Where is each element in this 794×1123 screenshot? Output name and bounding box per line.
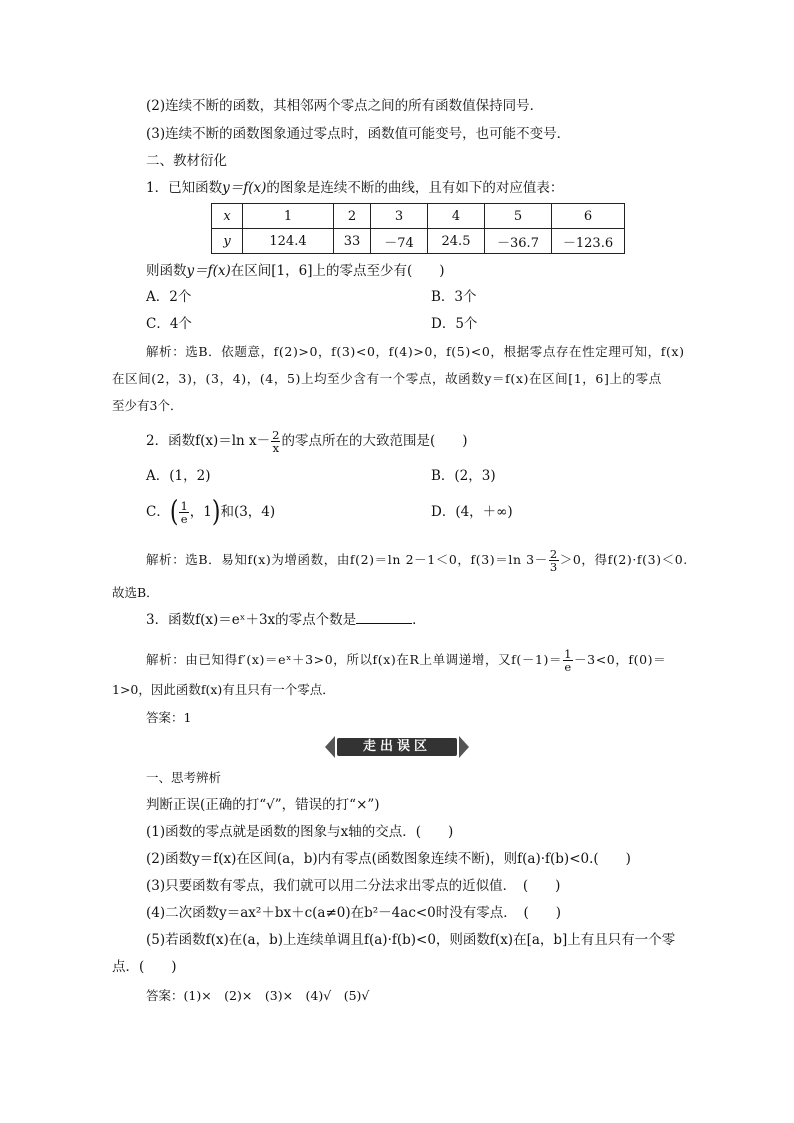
q1-stem: 1．已知函数y＝f(x)的图象是连续不断的曲线，且有如下的对应值表： [146, 180, 564, 196]
intro-line-3: (3)连续不断的函数图象通过零点时，函数值可能变号，也可能不变号． [146, 126, 571, 142]
banner-left-arrow-icon [325, 736, 335, 758]
q1-option-a: A．2个 [146, 289, 192, 305]
list-item: (2)函数y＝f(x)在区间(a，b)内有零点(函数图象连续不断)，则f(a)·f(b)<0.( ) [146, 851, 631, 867]
list-item: (3)只要函数有零点，我们就可以用二分法求出零点的近似值． ( ) [146, 878, 561, 894]
q1-solution-2: 在区间(2，3)，(3，4)，(4，5)上均至少含有一个零点，故函数y＝f(x)在区间[1，6]上的零点 [112, 371, 662, 386]
q3-answer: 答案：1 [146, 710, 192, 725]
fraction: $\frac{2}{x}$ [272, 428, 280, 455]
table-row: y 124.4 33 －74 24.5 －36.7 －123.6 [212, 229, 625, 254]
section-banner: 走出误区 [325, 736, 469, 758]
part1-intro: 判断正误(正确的打“√”，错误的打“×”) [146, 797, 380, 813]
q1-solution-3: 至少有3个． [112, 398, 183, 413]
q1-option-c: C．4个 [146, 316, 192, 332]
q1-ask: 则函数y＝f(x)在区间[1，6]上的零点至少有( ) [146, 263, 445, 279]
list-item: 点．( ) [112, 959, 177, 975]
list-item: (5)若函数f(x)在(a，b)上连续单调且f(a)·f(b)<0，则函数f(x)在[a，b]上有且只有一个零 [146, 932, 676, 948]
banner-right-arrow-icon [459, 736, 469, 758]
q2-solution-2: 故选B． [112, 585, 159, 600]
q2-solution-1: 解析：选B．易知f(x)为增函数，由f(2)＝ln 2－1＜0，f(3)＝ln 3－ $\frac{2}{3}$ ＞0，得f(2)·f(3)＜0. [146, 547, 688, 574]
q1-option-d: D．5个 [431, 316, 478, 332]
q2-stem: 2．函数f(x)＝ln x－ $\frac{2}{x}$ 的零点所在的大致范围是( ) [146, 428, 468, 455]
q1-solution-1: 解析：选B．依题意，f(2)>0，f(3)<0，f(4)>0，f(5)<0，根据零点存在性定理可知，f(x) [146, 344, 685, 359]
q3-stem: 3．函数f(x)＝eˣ＋3x的零点个数是 ． [146, 609, 426, 630]
q3-solution-2: 1>0，因此函数f(x)有且只有一个零点． [112, 682, 335, 697]
q1-option-b: B．3个 [431, 289, 477, 305]
section-title: 二、教材衍化 [146, 153, 227, 169]
list-item: (4)二次函数y＝ax²＋bx＋c(a≠0)在b²－4ac<0时没有零点． ( ) [146, 905, 562, 921]
list-item: (1)函数的零点就是函数的图象与x轴的交点．( ) [146, 824, 454, 840]
answer-blank[interactable] [356, 609, 412, 624]
q3-solution-1: 解析：由已知得f′(x)＝eˣ＋3>0，所以f(x)在R上单调递增，又f(－1)＝ $\frac{1}{e}$ －3<0，f(0)＝ [146, 647, 667, 674]
q2-option-d: D．(4，＋∞) [431, 504, 513, 520]
value-table [211, 203, 625, 254]
part1-title: 一、思考辨析 [146, 770, 222, 785]
q2-option-b: B．(2，3) [431, 468, 496, 484]
q2-option-a: A．(1，2) [146, 468, 211, 484]
intro-line-2: (2)连续不断的函数，其相邻两个零点之间的所有函数值保持同号． [146, 98, 544, 114]
table-row: x 1 2 3 4 5 6 [212, 204, 625, 229]
part1-answer: 答案：(1)× (2)× (3)× (4)√ (5)√ [146, 988, 370, 1003]
q2-option-c: C．( $\frac{1}{e}$ ，1)和(3，4) [146, 495, 276, 529]
